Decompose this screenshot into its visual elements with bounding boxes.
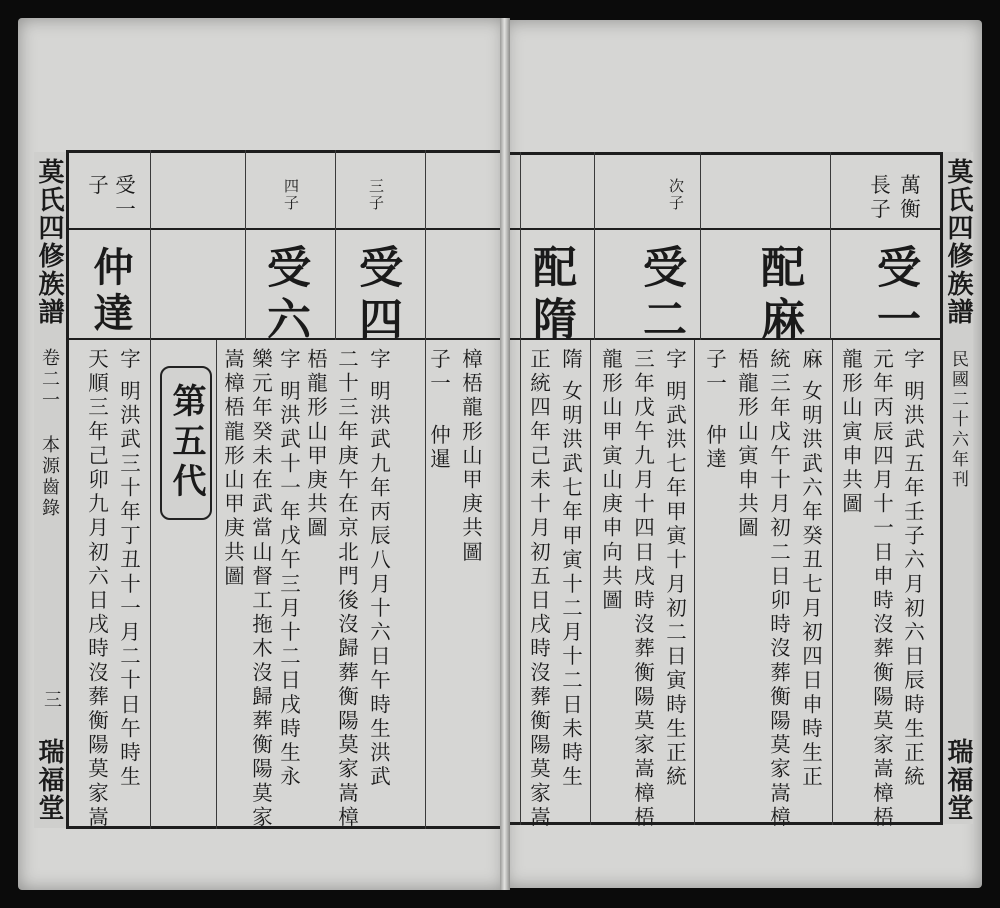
- record-text: 樟梧龍形山甲庚共圖: [458, 348, 483, 565]
- heading-third-son: 三子: [367, 178, 385, 212]
- person-name: 仲達: [87, 246, 134, 338]
- record-text: 龍形山寅申共圖: [838, 348, 863, 517]
- record-text: 隋: [558, 348, 583, 373]
- left-top-rule: [66, 150, 500, 153]
- left-col-divider: [425, 150, 426, 829]
- left-col-divider: [150, 150, 151, 829]
- book-title: 莫氏四修族譜: [34, 158, 64, 326]
- record-text: 樂元年癸未在武當山督工拖木沒歸葬衡陽莫家: [248, 348, 273, 830]
- left-col-divider: [216, 340, 217, 829]
- right-col-divider: [832, 340, 833, 825]
- right-col-divider: [700, 152, 701, 340]
- person-name: 受四: [351, 244, 402, 348]
- heading-fourth-son: 四子: [282, 178, 300, 212]
- heading-eldest-son: 長子: [866, 174, 891, 223]
- record-text: 元年丙辰四月十一日申時沒葬衡陽莫家嵩樟梧: [869, 348, 894, 830]
- person-name: 受一: [869, 244, 920, 348]
- heading-son: 子: [84, 174, 109, 199]
- record-text: 子一 仲暹: [426, 348, 451, 472]
- record-text: 麻: [798, 348, 823, 373]
- book-spine: [500, 18, 510, 890]
- heading-father: 萬衡: [896, 174, 921, 223]
- record-text: 嵩樟梧龍形山甲庚共圖: [220, 348, 245, 589]
- record-text: 字: [116, 348, 141, 373]
- left-col-divider: [335, 150, 336, 340]
- date-label: 民國二十六年刊: [948, 350, 968, 490]
- record-text: 明武洪七年甲寅十月初二日寅時生正統: [662, 380, 687, 790]
- record-text: 明洪武五年壬子六月初六日辰時生正統: [900, 380, 925, 790]
- record-text: 明洪武十一年戊午三月十二日戌時生永: [276, 380, 301, 790]
- right-col-divider: [590, 340, 591, 825]
- right-header-rule: [510, 228, 940, 230]
- record-text: 字: [900, 348, 925, 373]
- record-text: 二十三年庚午在京北門後沒歸葬衡陽莫家嵩樟: [334, 348, 359, 830]
- person-name: 受六: [259, 244, 310, 348]
- hall-label: 瑞福堂: [943, 738, 973, 822]
- left-col-divider: [245, 150, 246, 340]
- record-text: 明洪武三十年丁丑十一月二十日午時生: [116, 380, 141, 790]
- right-top-rule: [510, 152, 942, 155]
- hall-label: 瑞福堂: [34, 738, 64, 822]
- spouse-name: 配麻: [753, 244, 804, 348]
- left-bottom-rule: [66, 826, 500, 829]
- heading-second-son: 次子: [667, 178, 685, 212]
- right-col-divider: [520, 152, 521, 825]
- record-text: 字: [276, 348, 301, 373]
- book-title: 莫氏四修族譜: [943, 158, 973, 326]
- record-text: 子一 仲達: [702, 348, 727, 472]
- record-text: 三年戊午九月十四日戌時沒葬衡陽莫家嵩樟梧: [630, 348, 655, 830]
- record-text: 明洪武九年丙辰八月十六日午時生洪武: [366, 380, 391, 790]
- record-text: 女明洪武七年甲寅十二月十二日未時生: [558, 380, 583, 790]
- generation-badge: [160, 366, 212, 520]
- record-text: 龍形山甲寅山庚申向共圖: [598, 348, 623, 614]
- record-text: 正統四年己未十月初五日戌時沒葬衡陽莫家嵩: [526, 348, 551, 830]
- record-text: 女明洪武六年癸丑七月初四日申時生正: [798, 380, 823, 790]
- record-text: 梧龍形山寅申共圖: [734, 348, 759, 541]
- left-header-rule: [66, 228, 500, 230]
- left-frame-edge: [66, 150, 69, 829]
- record-text: 天順三年己卯九月初六日戌時沒葬衡陽莫家嵩: [84, 348, 109, 830]
- right-col-divider: [830, 152, 831, 340]
- right-col-divider: [594, 152, 595, 340]
- right-col-divider: [694, 340, 695, 825]
- volume-label: 卷二一 本源齒錄: [39, 348, 60, 519]
- heading-receiver: 受一: [111, 174, 136, 223]
- record-text: 字: [662, 348, 687, 373]
- generation-label: 第五代: [166, 383, 206, 503]
- record-text: 字: [366, 348, 391, 373]
- record-text: 統三年戊午十月初二日卯時沒葬衡陽莫家嵩樟: [766, 348, 791, 830]
- page-number: 三: [41, 690, 62, 710]
- record-text: 梧龍形山甲庚共圖: [303, 348, 328, 541]
- spouse-name: 配隋: [525, 244, 576, 348]
- person-name: 受二: [635, 244, 686, 348]
